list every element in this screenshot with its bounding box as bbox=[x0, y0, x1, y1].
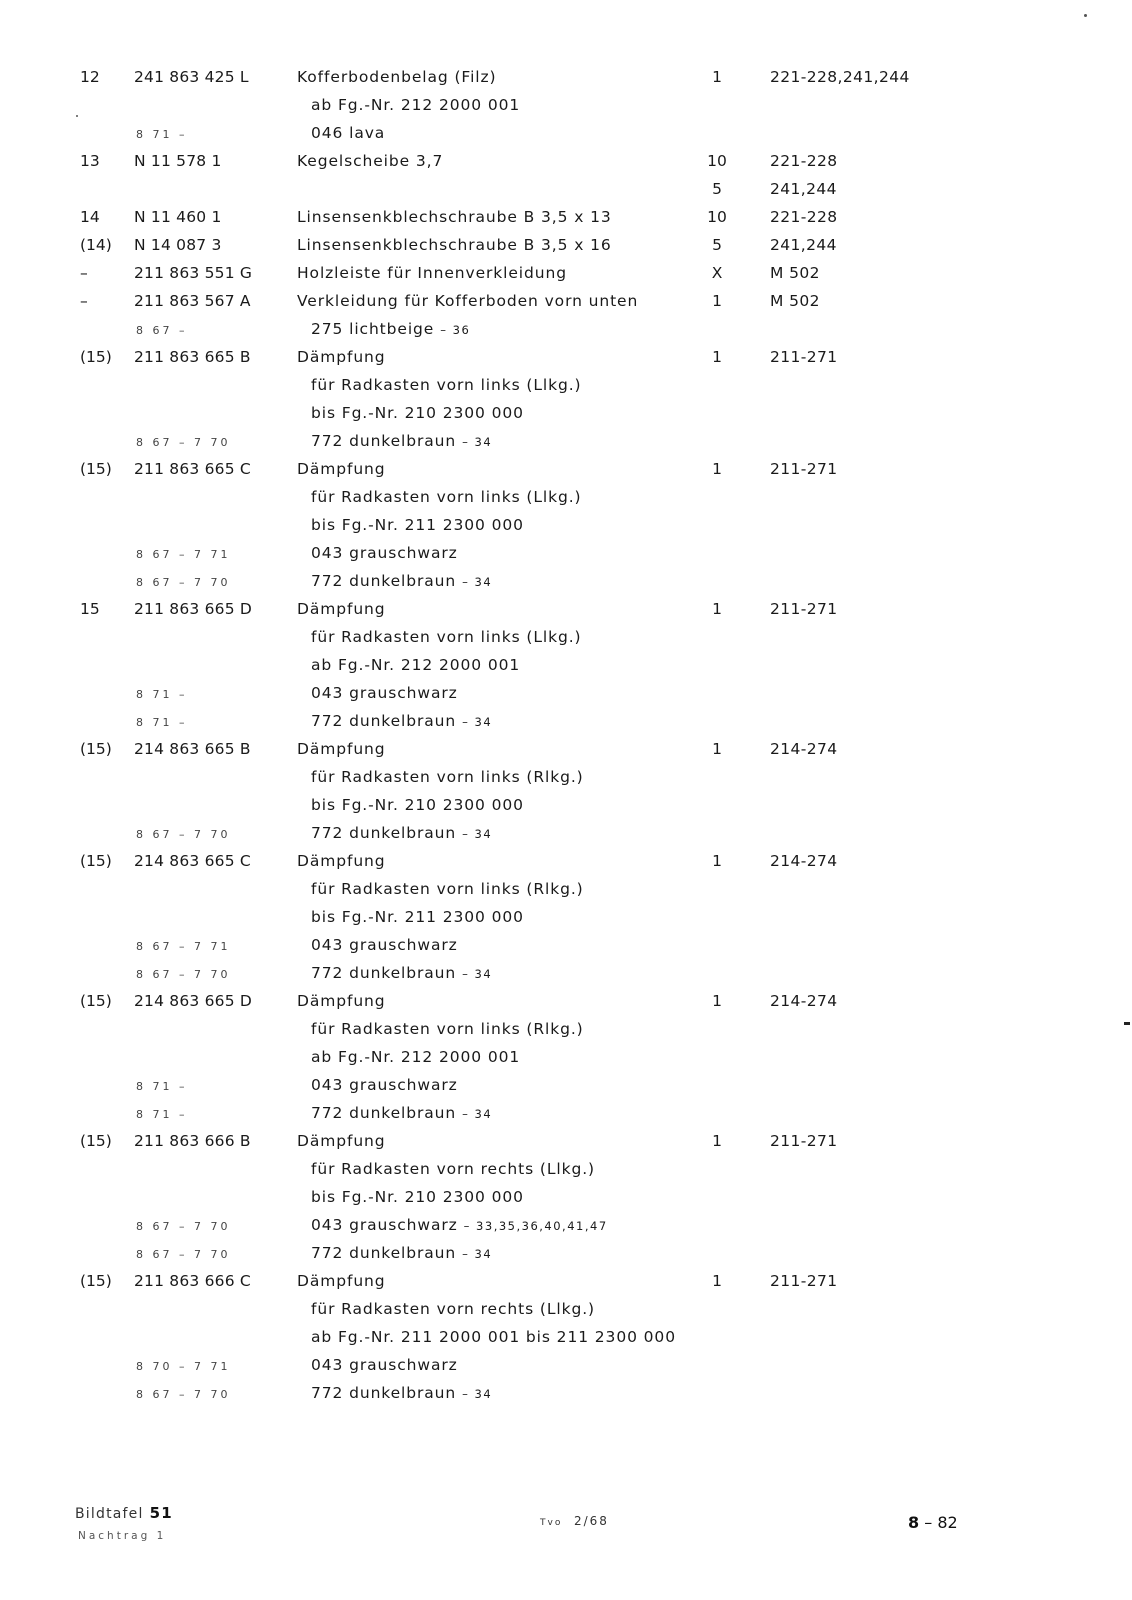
table-row bbox=[0, 822, 1132, 850]
table-row bbox=[0, 346, 1132, 374]
part-number: N 11 578 1 bbox=[134, 152, 222, 170]
table-row bbox=[0, 290, 1132, 318]
model-numbers: M 502 bbox=[770, 264, 820, 282]
table-row bbox=[0, 1382, 1132, 1410]
part-description: 046 lava bbox=[311, 124, 386, 142]
part-description: bis Fg.-Nr. 210 2300 000 bbox=[311, 1188, 524, 1206]
table-row bbox=[0, 1186, 1132, 1214]
part-number: 211 863 666 B bbox=[134, 1132, 251, 1150]
position-number: (15) bbox=[80, 348, 112, 366]
model-numbers: 241,244 bbox=[770, 236, 837, 254]
position-number: 15 bbox=[80, 600, 100, 618]
description-text: 043 grauschwarz bbox=[311, 1216, 458, 1234]
color-suffix: – 34 bbox=[462, 715, 493, 729]
position-number: 14 bbox=[80, 208, 100, 226]
part-description: Kegelscheibe 3,7 bbox=[297, 152, 444, 170]
table-row bbox=[0, 458, 1132, 486]
position-number: (15) bbox=[80, 1132, 112, 1150]
quantity: X bbox=[711, 264, 723, 282]
date-code: 8 67 – 7 70 bbox=[136, 828, 231, 841]
part-description: ab Fg.-Nr. 212 2000 001 bbox=[311, 656, 521, 674]
table-row bbox=[0, 1046, 1132, 1074]
part-number: 211 863 665 B bbox=[134, 348, 251, 366]
quantity: 1 bbox=[712, 992, 722, 1010]
part-description: 043 grauschwarz bbox=[311, 1356, 458, 1374]
description-text: 772 dunkelbraun bbox=[311, 824, 457, 842]
description-text: 772 dunkelbraun bbox=[311, 572, 457, 590]
position-number: 13 bbox=[80, 152, 100, 170]
footer-nachtrag: Nachtrag 1 bbox=[78, 1530, 167, 1542]
table-row bbox=[0, 1298, 1132, 1326]
quantity: 10 bbox=[707, 152, 727, 170]
part-description: für Radkasten vorn links (Rlkg.) bbox=[311, 880, 584, 898]
quantity: 1 bbox=[712, 68, 722, 86]
description-text: 772 dunkelbraun bbox=[311, 1104, 457, 1122]
part-number: 211 863 665 C bbox=[134, 460, 251, 478]
table-row bbox=[0, 654, 1132, 682]
part-description bbox=[311, 710, 492, 733]
table-row bbox=[0, 710, 1132, 738]
part-description: für Radkasten vorn links (Llkg.) bbox=[311, 376, 582, 394]
table-row bbox=[0, 94, 1132, 122]
part-description: 043 grauschwarz bbox=[311, 936, 458, 954]
model-numbers: 214-274 bbox=[770, 852, 838, 870]
table-row bbox=[0, 598, 1132, 626]
part-description: für Radkasten vorn links (Llkg.) bbox=[311, 488, 582, 506]
date-code: 8 67 – 7 70 bbox=[136, 576, 231, 589]
part-description: bis Fg.-Nr. 211 2300 000 bbox=[311, 516, 524, 534]
color-suffix: – 34 bbox=[462, 1247, 493, 1261]
description-text: 275 lichtbeige bbox=[311, 320, 435, 338]
part-description bbox=[311, 1382, 492, 1405]
table-row bbox=[0, 486, 1132, 514]
part-number: 214 863 665 C bbox=[134, 852, 251, 870]
table-row bbox=[0, 178, 1132, 206]
part-number: 211 863 567 A bbox=[134, 292, 251, 310]
part-number: 211 863 666 C bbox=[134, 1272, 251, 1290]
description-text: 772 dunkelbraun bbox=[311, 964, 457, 982]
part-number: N 14 087 3 bbox=[134, 236, 222, 254]
part-description: 043 grauschwarz bbox=[311, 684, 458, 702]
bildtafel-label: Bildtafel bbox=[75, 1506, 144, 1522]
table-row bbox=[0, 878, 1132, 906]
color-suffix: – 34 bbox=[462, 827, 493, 841]
date-code: 8 67 – 7 71 bbox=[136, 940, 231, 953]
table-row bbox=[0, 514, 1132, 542]
table-row bbox=[0, 542, 1132, 570]
table-row bbox=[0, 1130, 1132, 1158]
table-row bbox=[0, 206, 1132, 234]
table-row bbox=[0, 1326, 1132, 1354]
part-description: Dämpfung bbox=[297, 1272, 386, 1290]
date-code: 8 67 – 7 70 bbox=[136, 436, 231, 449]
position-number: (15) bbox=[80, 992, 112, 1010]
table-row bbox=[0, 1270, 1132, 1298]
model-numbers: 221-228 bbox=[770, 208, 838, 226]
part-number: 241 863 425 L bbox=[134, 68, 249, 86]
table-row bbox=[0, 66, 1132, 94]
part-description bbox=[311, 318, 470, 341]
model-numbers: 221-228 bbox=[770, 152, 838, 170]
position-number: 12 bbox=[80, 68, 100, 86]
table-row bbox=[0, 262, 1132, 290]
part-number: 214 863 665 B bbox=[134, 740, 251, 758]
model-numbers: 241,244 bbox=[770, 180, 837, 198]
part-description: 043 grauschwarz bbox=[311, 1076, 458, 1094]
date-code: 8 71 – bbox=[136, 128, 188, 141]
part-description: 043 grauschwarz bbox=[311, 544, 458, 562]
date-code: 8 67 – bbox=[136, 324, 188, 337]
part-description: Dämpfung bbox=[297, 460, 386, 478]
part-description: für Radkasten vorn links (Rlkg.) bbox=[311, 1020, 584, 1038]
position-number: – bbox=[80, 292, 88, 310]
color-suffix: – 34 bbox=[462, 1107, 493, 1121]
description-text: 772 dunkelbraun bbox=[311, 1384, 457, 1402]
model-numbers: M 502 bbox=[770, 292, 820, 310]
quantity: 5 bbox=[712, 236, 722, 254]
part-number: 214 863 665 D bbox=[134, 992, 253, 1010]
part-description: bis Fg.-Nr. 211 2300 000 bbox=[311, 908, 524, 926]
quantity: 10 bbox=[707, 208, 727, 226]
table-row bbox=[0, 122, 1132, 150]
footer-tvo bbox=[540, 1514, 609, 1528]
page-number-minor: – 82 bbox=[924, 1513, 958, 1532]
color-suffix: – 36 bbox=[440, 323, 471, 337]
table-row bbox=[0, 682, 1132, 710]
quantity: 1 bbox=[712, 740, 722, 758]
part-description: Kofferbodenbelag (Filz) bbox=[297, 68, 497, 86]
table-row bbox=[0, 234, 1132, 262]
table-row bbox=[0, 1074, 1132, 1102]
scan-speck bbox=[76, 115, 78, 117]
part-description: für Radkasten vorn rechts (Llkg.) bbox=[311, 1300, 595, 1318]
part-description bbox=[311, 822, 492, 845]
model-numbers: 221-228,241,244 bbox=[770, 68, 910, 86]
table-row bbox=[0, 766, 1132, 794]
date-code: 8 71 – bbox=[136, 716, 188, 729]
part-number: 211 863 665 D bbox=[134, 600, 253, 618]
color-suffix: – 34 bbox=[462, 967, 493, 981]
table-row bbox=[0, 990, 1132, 1018]
color-suffix: – 34 bbox=[462, 435, 493, 449]
table-row bbox=[0, 430, 1132, 458]
part-description bbox=[311, 430, 492, 453]
part-description: Linsensenkblechschraube B 3,5 x 16 bbox=[297, 236, 612, 254]
description-text: 772 dunkelbraun bbox=[311, 1244, 457, 1262]
description-text: 772 dunkelbraun bbox=[311, 712, 457, 730]
page-number-major: 8 bbox=[908, 1513, 920, 1532]
scan-speck bbox=[1084, 14, 1087, 17]
page-number bbox=[908, 1513, 958, 1532]
date-code: 8 67 – 7 71 bbox=[136, 548, 231, 561]
part-description: bis Fg.-Nr. 210 2300 000 bbox=[311, 404, 524, 422]
date-code: 8 70 – 7 71 bbox=[136, 1360, 231, 1373]
tvo-date: 2/68 bbox=[573, 1514, 609, 1528]
date-code: 8 67 – 7 70 bbox=[136, 968, 231, 981]
position-number: (15) bbox=[80, 460, 112, 478]
part-description: ab Fg.-Nr. 212 2000 001 bbox=[311, 1048, 521, 1066]
part-number: N 11 460 1 bbox=[134, 208, 222, 226]
quantity: 1 bbox=[712, 852, 722, 870]
table-row bbox=[0, 738, 1132, 766]
table-row bbox=[0, 794, 1132, 822]
model-numbers: 211-271 bbox=[770, 1132, 838, 1150]
table-row bbox=[0, 1158, 1132, 1186]
model-numbers: 214-274 bbox=[770, 740, 838, 758]
part-description bbox=[311, 962, 492, 985]
table-row bbox=[0, 934, 1132, 962]
table-row bbox=[0, 906, 1132, 934]
part-description: Dämpfung bbox=[297, 600, 386, 618]
quantity: 1 bbox=[712, 348, 722, 366]
table-row bbox=[0, 626, 1132, 654]
model-numbers: 211-271 bbox=[770, 1272, 838, 1290]
table-row bbox=[0, 850, 1132, 878]
part-description bbox=[311, 1242, 492, 1265]
part-description: für Radkasten vorn links (Llkg.) bbox=[311, 628, 582, 646]
part-description: bis Fg.-Nr. 210 2300 000 bbox=[311, 796, 524, 814]
quantity: 1 bbox=[712, 600, 722, 618]
position-number: (14) bbox=[80, 236, 112, 254]
part-description: für Radkasten vorn rechts (Llkg.) bbox=[311, 1160, 595, 1178]
model-numbers: 211-271 bbox=[770, 348, 838, 366]
part-description: Dämpfung bbox=[297, 740, 386, 758]
quantity: 1 bbox=[712, 1272, 722, 1290]
quantity: 1 bbox=[712, 1132, 722, 1150]
part-description: Verkleidung für Kofferboden vorn unten bbox=[297, 292, 639, 310]
table-row bbox=[0, 1242, 1132, 1270]
tvo-label: Tvo bbox=[540, 1518, 563, 1528]
date-code: 8 71 – bbox=[136, 1080, 188, 1093]
color-suffix: – 33,35,36,40,41,47 bbox=[463, 1219, 608, 1233]
part-description: für Radkasten vorn links (Rlkg.) bbox=[311, 768, 584, 786]
table-row bbox=[0, 1102, 1132, 1130]
part-description: Dämpfung bbox=[297, 348, 386, 366]
scan-speck bbox=[1124, 1022, 1130, 1025]
quantity: 1 bbox=[712, 460, 722, 478]
part-description: ab Fg.-Nr. 212 2000 001 bbox=[311, 96, 521, 114]
table-row bbox=[0, 402, 1132, 430]
part-description: ab Fg.-Nr. 211 2000 001 bis 211 2300 000 bbox=[311, 1328, 676, 1346]
quantity: 1 bbox=[712, 292, 722, 310]
part-description bbox=[311, 1214, 608, 1237]
table-row bbox=[0, 1214, 1132, 1242]
color-suffix: – 34 bbox=[462, 1387, 493, 1401]
model-numbers: 211-271 bbox=[770, 600, 838, 618]
table-row bbox=[0, 570, 1132, 598]
position-number: (15) bbox=[80, 1272, 112, 1290]
table-row bbox=[0, 1354, 1132, 1382]
part-description bbox=[311, 570, 492, 593]
part-description: Holzleiste für Innenverkleidung bbox=[297, 264, 567, 282]
part-description bbox=[311, 1102, 492, 1125]
model-numbers: 214-274 bbox=[770, 992, 838, 1010]
model-numbers: 211-271 bbox=[770, 460, 838, 478]
date-code: 8 67 – 7 70 bbox=[136, 1220, 231, 1233]
date-code: 8 71 – bbox=[136, 1108, 188, 1121]
part-description: Dämpfung bbox=[297, 992, 386, 1010]
position-number: (15) bbox=[80, 740, 112, 758]
position-number: (15) bbox=[80, 852, 112, 870]
footer-bildtafel bbox=[75, 1504, 173, 1522]
table-row bbox=[0, 962, 1132, 990]
quantity: 5 bbox=[712, 180, 722, 198]
part-description: Dämpfung bbox=[297, 1132, 386, 1150]
bildtafel-number: 51 bbox=[149, 1504, 173, 1522]
date-code: 8 67 – 7 70 bbox=[136, 1388, 231, 1401]
date-code: 8 67 – 7 70 bbox=[136, 1248, 231, 1261]
part-number: 211 863 551 G bbox=[134, 264, 253, 282]
table-row bbox=[0, 1018, 1132, 1046]
date-code: 8 71 – bbox=[136, 688, 188, 701]
part-description: Dämpfung bbox=[297, 852, 386, 870]
part-description: Linsensenkblechschraube B 3,5 x 13 bbox=[297, 208, 612, 226]
table-row bbox=[0, 374, 1132, 402]
table-row bbox=[0, 318, 1132, 346]
position-number: – bbox=[80, 264, 88, 282]
color-suffix: – 34 bbox=[462, 575, 493, 589]
table-row bbox=[0, 150, 1132, 178]
description-text: 772 dunkelbraun bbox=[311, 432, 457, 450]
